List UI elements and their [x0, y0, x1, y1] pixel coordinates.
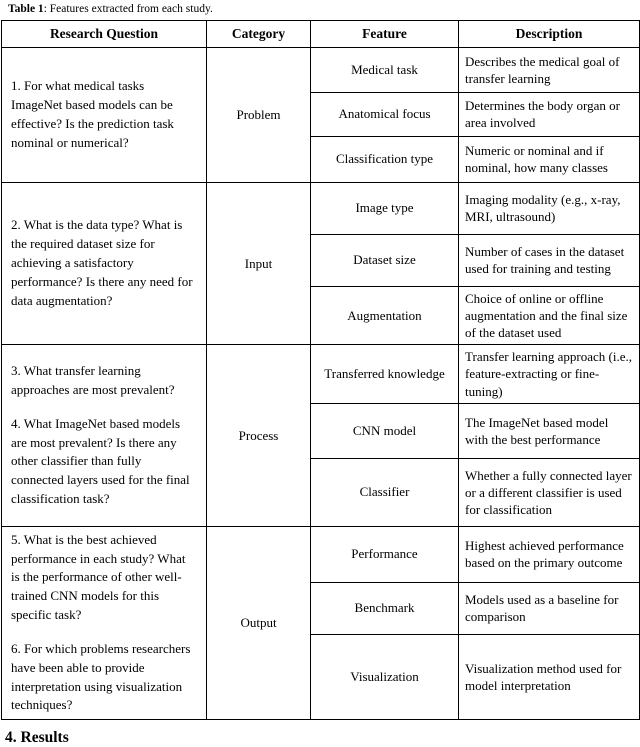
feature-cell-anatomical-focus: Anatomical focus	[311, 92, 459, 136]
table-caption-label: Table 1	[8, 3, 44, 15]
description-cell-dataset-size: Number of cases in the dataset used for training and testing	[459, 234, 640, 286]
feature-cell-transferred-knowledge: Transferred knowledge	[311, 345, 459, 403]
category-cell-process: Process	[207, 345, 311, 526]
feature-cell-dataset-size: Dataset size	[311, 234, 459, 286]
table-caption-text: : Features extracted from each study.	[43, 3, 213, 15]
table-row	[2, 47, 640, 92]
description-cell-benchmark: Models used as a baseline for comparison	[459, 582, 640, 635]
research-question-1: 1. For what medical tasks ImageNet based models can be effective? Is the prediction task nominal or numerical?	[11, 78, 174, 150]
table-row	[2, 182, 640, 234]
feature-cell-image-type: Image type	[311, 182, 459, 234]
category-cell-problem: Problem	[207, 47, 311, 182]
description-cell-visualization: Visualization method used for model interpretation	[459, 635, 640, 720]
research-question-5: 5. What is the best achieved performance in each study? What is the performance of other well-trained CNN models for this specific task?	[11, 531, 186, 623]
table-caption	[0, 0, 640, 20]
description-cell-anatomical-focus: Determines the body organ or area involved	[459, 92, 640, 136]
column-header-description: Description	[459, 20, 640, 47]
feature-cell-benchmark: Benchmark	[311, 582, 459, 635]
description-cell-performance: Highest achieved performance based on the primary outcome	[459, 526, 640, 582]
feature-cell-classification-type: Classification type	[311, 136, 459, 182]
description-cell-cnn-model: The ImageNet based model with the best performance	[459, 403, 640, 458]
description-cell-classifier: Whether a fully connected layer or a different classifier is used for classification	[459, 458, 640, 526]
features-table	[1, 20, 640, 721]
research-question-cell-input	[2, 182, 207, 344]
feature-cell-augmentation: Augmentation	[311, 286, 459, 344]
research-question-3: 3. What transfer learning approaches are most prevalent?	[11, 363, 175, 397]
research-question-cell-process	[2, 345, 207, 526]
description-cell-transferred-knowledge: Transfer learning approach (i.e., feature-extracting or fine-tuning)	[459, 345, 640, 403]
description-cell-augmentation: Choice of online or offline augmentation and the final size of the dataset used	[459, 286, 640, 344]
column-header-category: Category	[207, 20, 311, 47]
category-cell-output: Output	[207, 526, 311, 720]
category-cell-input: Input	[207, 182, 311, 344]
description-cell-classification-type: Numeric or nominal and if nominal, how many classes	[459, 136, 640, 182]
research-question-cell-problem	[2, 47, 207, 182]
feature-cell-visualization: Visualization	[311, 635, 459, 720]
description-cell-image-type: Imaging modality (e.g., x-ray, MRI, ultrasound)	[459, 182, 640, 234]
research-question-cell-output	[2, 526, 207, 720]
description-cell-medical-task: Describes the medical goal of transfer learning	[459, 47, 640, 92]
feature-cell-medical-task: Medical task	[311, 47, 459, 92]
research-question-2: 2. What is the data type? What is the required dataset size for achieving a satisfactory performance? Is there any need for data augmentation?	[11, 217, 193, 308]
feature-cell-cnn-model: CNN model	[311, 403, 459, 458]
research-question-4: 4. What ImageNet based models are most prevalent? Is there any other classifier than fully connected layers used for the final classification task?	[11, 415, 190, 507]
header-row	[2, 20, 640, 47]
section-heading-results: 4. Results	[5, 729, 69, 746]
research-question-6: 6. For which problems researchers have been able to provide interpretation using visualization techniques?	[11, 640, 191, 713]
feature-cell-performance: Performance	[311, 526, 459, 582]
feature-cell-classifier: Classifier	[311, 458, 459, 526]
column-header-feature: Feature	[311, 20, 459, 47]
column-header-research-question: Research Question	[2, 20, 207, 47]
table-row	[2, 526, 640, 582]
table-row	[2, 345, 640, 403]
